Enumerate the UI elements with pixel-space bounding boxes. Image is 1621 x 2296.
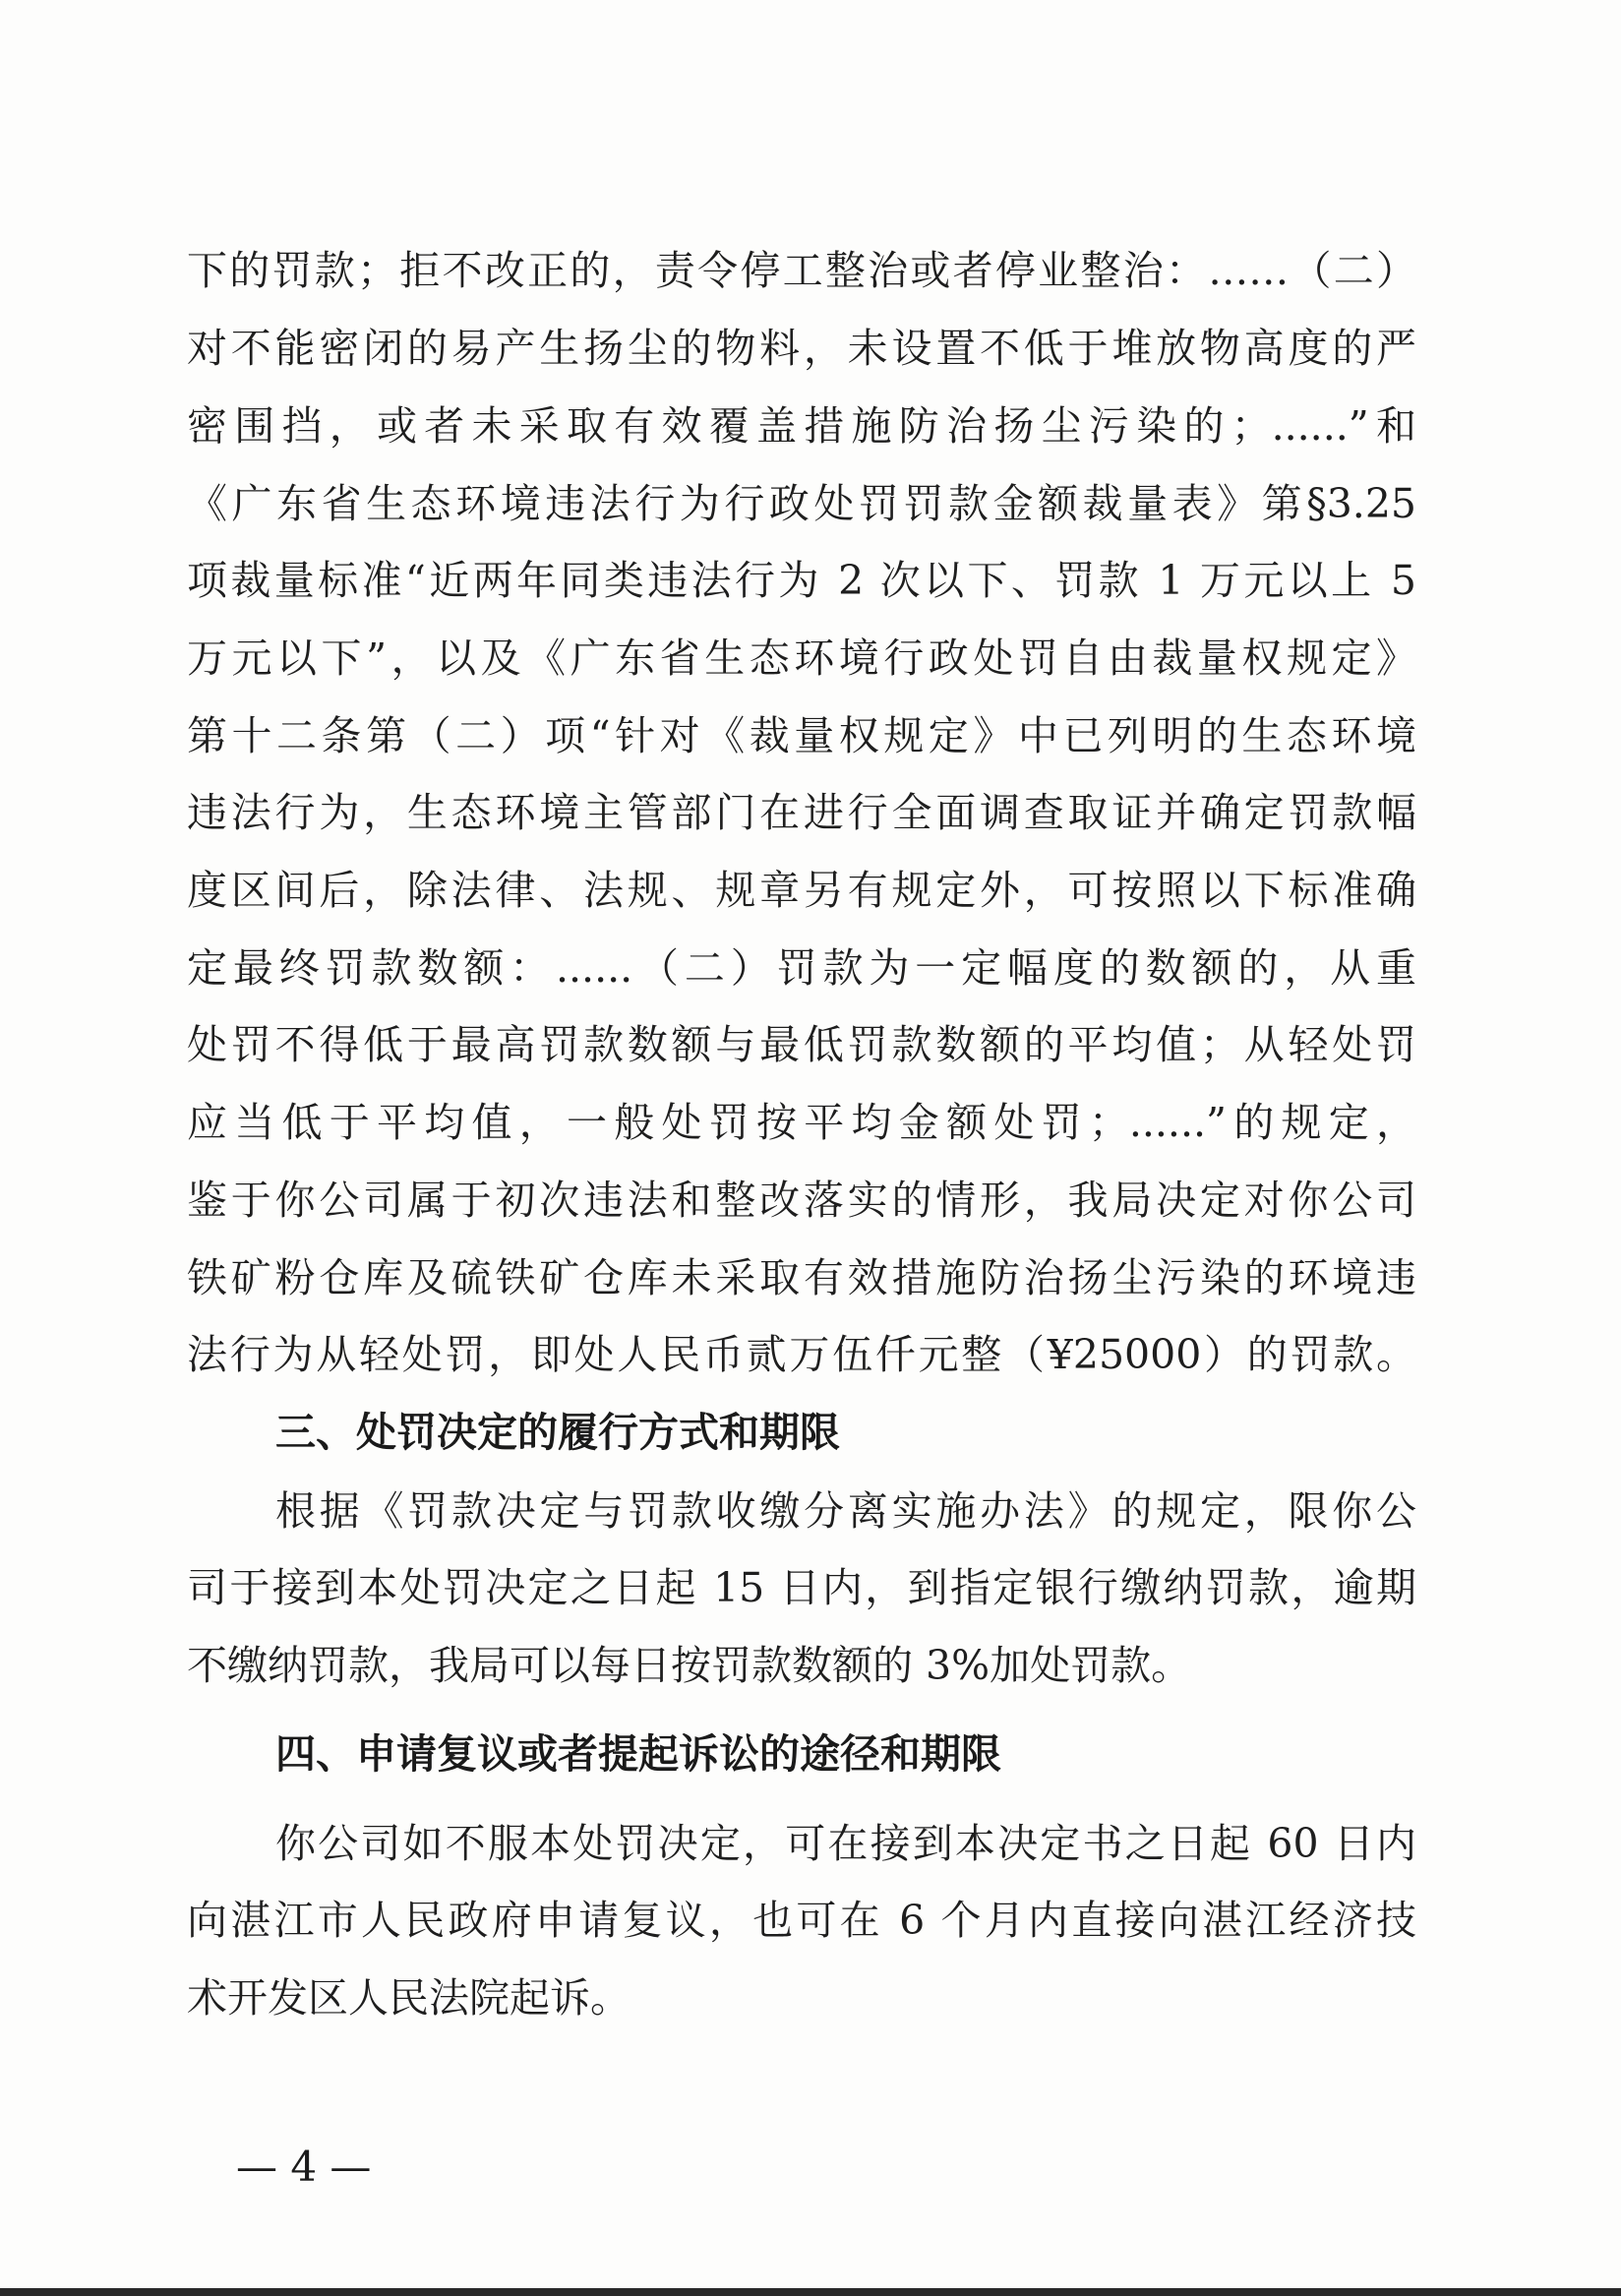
body-line: 法行为从轻处罚，即处人民币贰万伍仟元整（¥25000）的罚款。 <box>187 1331 1416 1378</box>
body-line: 应当低于平均值，一般处罚按平均金额处罚；......”的规定， <box>187 1099 1416 1146</box>
body-line: 术开发区人民法院起诉。 <box>187 1974 630 2022</box>
body-line: 违法行为，生态环境主管部门在进行全面调查取证并确定罚款幅 <box>187 789 1416 836</box>
body-line: 鉴于你公司属于初次违法和整改落实的情形，我局决定对你公司 <box>187 1177 1416 1224</box>
body-line: 处罚不得低于最高罚款数额与最低罚款数额的平均值；从轻处罚 <box>187 1021 1416 1068</box>
body-line: 下的罚款；拒不改正的，责令停工整治或者停业整治：……（二） <box>187 247 1416 294</box>
body-line: 项裁量标准“近两年同类违法行为 2 次以下、罚款 1 万元以上 5 <box>187 557 1416 604</box>
body-line: 第十二条第（二）项“针对《裁量权规定》中已列明的生态环境 <box>187 712 1416 759</box>
body-line: 度区间后，除法律、法规、规章另有规定外，可按照以下标准确 <box>187 867 1416 914</box>
body-line: 根据《罚款决定与罚款收缴分离实施办法》的规定，限你公 <box>275 1487 1416 1535</box>
body-line: 《广东省生态环境违法行为行政处罚罚款金额裁量表》第§3.25 <box>187 480 1416 527</box>
bottom-edge <box>0 2288 1621 2296</box>
body-line: 对不能密闭的易产生扬尘的物料，未设置不低于堆放物高度的严 <box>187 325 1416 372</box>
body-line: 密围挡，或者未采取有效覆盖措施防治扬尘污染的；......”和 <box>187 402 1416 450</box>
body-line: 定最终罚款数额：......（二）罚款为一定幅度的数额的，从重 <box>187 944 1416 992</box>
body-line: 不缴纳罚款，我局可以每日按罚款数额的 3%加处罚款。 <box>187 1642 1192 1689</box>
section-3-heading: 三、处罚决定的履行方式和期限 <box>275 1409 840 1456</box>
body-line: 向湛江市人民政府申请复议，也可在 6 个月内直接向湛江经济技 <box>187 1897 1416 1944</box>
body-line: 司于接到本处罚决定之日起 15 日内，到指定银行缴纳罚款，逾期 <box>187 1564 1416 1611</box>
body-line: 你公司如不服本处罚决定，可在接到本决定书之日起 60 日内 <box>275 1820 1416 1867</box>
body-line: 铁矿粉仓库及硫铁矿仓库未采取有效措施防治扬尘污染的环境违 <box>187 1254 1416 1301</box>
section-4-heading: 四、申请复议或者提起诉讼的途径和期限 <box>275 1730 1001 1778</box>
body-line: 万元以下”，以及《广东省生态环境行政处罚自由裁量权规定》 <box>187 634 1416 682</box>
page-number: — 4 — <box>236 2143 372 2191</box>
